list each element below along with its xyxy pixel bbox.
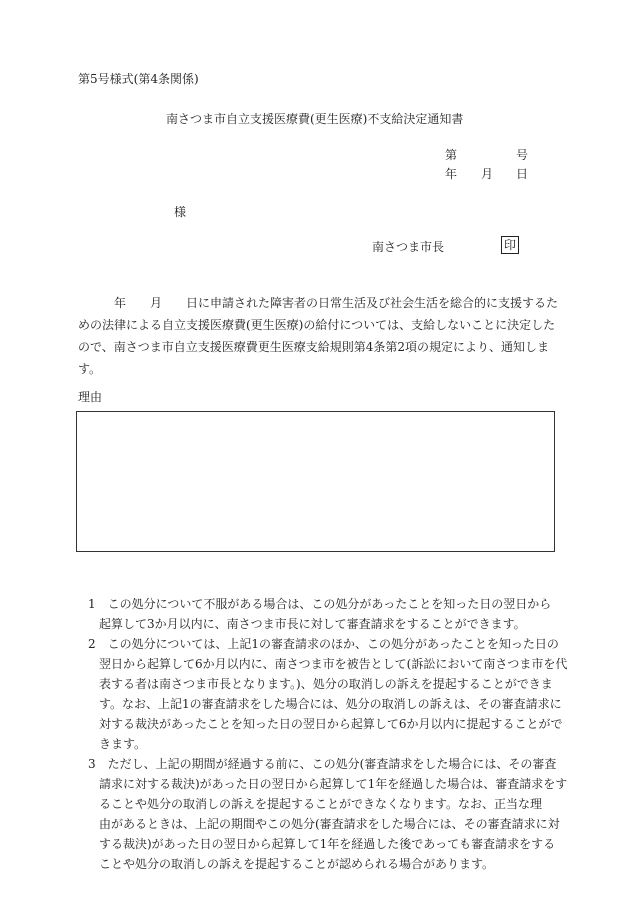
body-line: ので、南さつま市自立支援医療費更生医療支給規則第4条第2項の規定により、通知しま (78, 340, 550, 354)
note-line: 由があるときは、上記の期間やこの処分(審査請求をした場合には、その審査請求に対 (99, 817, 560, 831)
note-line: 起算して3か月以内に、南さつま市長に対して審査請求をすることができます。 (99, 617, 526, 631)
reason-label: 理由 (78, 390, 103, 404)
reason-box (76, 411, 555, 552)
form-number: 第5号様式(第4条関係) (78, 72, 199, 86)
note-item (88, 754, 568, 874)
note-line: 対する裁決があったことを知った日の翌日から起算して6か月以内に提起することがで (99, 717, 563, 731)
note-line: きます。 (99, 737, 147, 751)
document-number-label: 第 (445, 148, 458, 162)
notes-list (88, 594, 568, 874)
body-line: 年 月 日に申請された障害者の日常生活及び社会生活を総合的に支援するた (78, 296, 559, 310)
date-month-label: 月 (481, 167, 494, 181)
note-line: 3 ただし、上記の期間が経過する前に、この処分(審査請求をした場合には、その審査 (88, 757, 557, 771)
note-line: す。なお、上記1の審査請求をした場合には、処分の取消しの訴えは、その審査請求に (99, 697, 562, 711)
note-item (88, 594, 558, 634)
date-year-label: 年 (445, 167, 458, 181)
seal-stamp: 印 (501, 236, 519, 254)
date-day-label: 日 (516, 167, 529, 181)
note-line: 翌日から起算して6か月以内に、南さつま市を被告として(訴訟において南さつま市を代 (99, 657, 568, 671)
document-title: 南さつま市自立支援医療費(更生医療)不支給決定通知書 (166, 112, 464, 126)
note-item (88, 634, 568, 754)
note-line: 2 この処分については、上記1の審査請求のほか、この処分があったことを知った日の (88, 637, 559, 651)
note-line: する裁決)があった日の翌日から起算して1年を経過した後であっても審査請求をする (99, 837, 556, 851)
note-line: 表する者は南さつま市長となります。)、処分の取消しの訴えを提起することができま (99, 677, 553, 691)
issuer-name: 南さつま市長 (372, 240, 445, 254)
recipient-honorific: 様 (174, 205, 187, 219)
notice-body (78, 292, 559, 380)
note-line: ことや処分の取消しの訴えを提起することが認められる場合があります。 (99, 857, 495, 871)
note-line: 請求に対する裁決)があった日の翌日から起算して1年を経過した場合は、審査請求をす (99, 777, 568, 791)
note-line: ることや処分の取消しの訴えを提起することができなくなります。なお、正当な理 (99, 797, 543, 811)
document-number-suffix: 号 (516, 148, 529, 162)
note-line: 1 この処分について不服がある場合は、この処分があったことを知った日の翌日から (88, 597, 552, 611)
body-line: す。 (78, 362, 102, 376)
body-line: めの法律による自立支援医療費(更生医療)の給付については、支給しないことに決定した (78, 318, 556, 332)
